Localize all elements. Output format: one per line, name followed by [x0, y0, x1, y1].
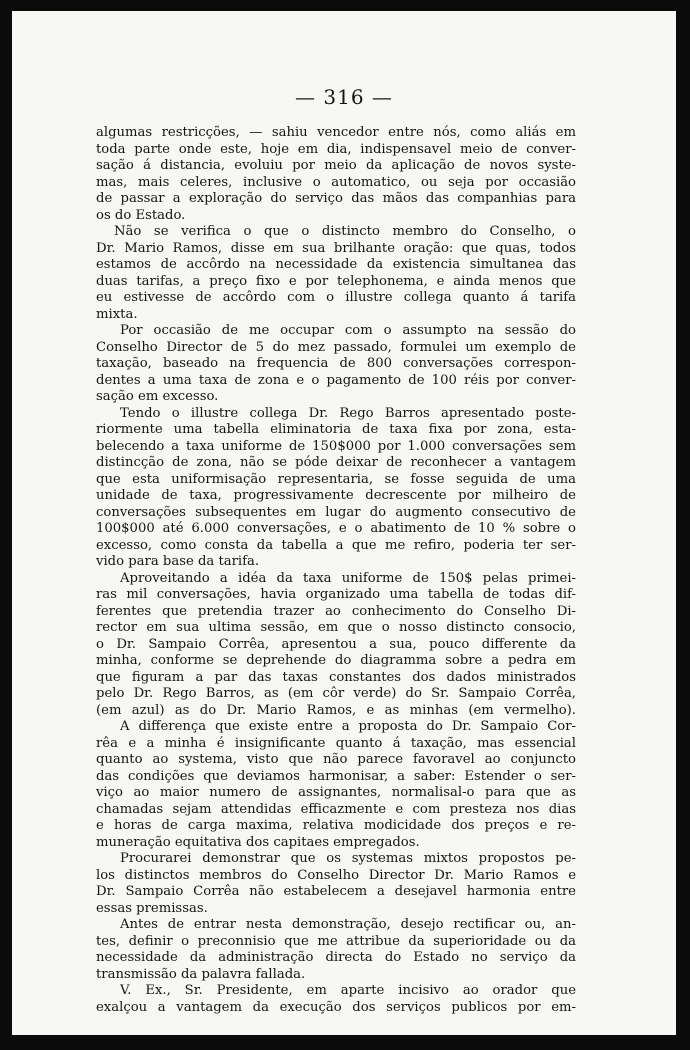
- text-line: Dr. Mario Ramos, disse em sua brilhante oração: que quas, todos: [96, 240, 576, 256]
- text-line: sação á distancia, evoluiu por meio da aplicação de novos syste-: [96, 158, 576, 173]
- text-line: e horas de carga maxima, relativa modicidade dos preços e re-: [96, 818, 576, 833]
- text-line: toda parte onde este, hoje em dia, indispensavel meio de conver-: [96, 141, 576, 157]
- text-line: Por occasião de me occupar com o assumpto na sessão do: [120, 323, 576, 338]
- text-line: belecendo a taxa uniforme de 150$000 por 1.000 conversações sem: [96, 438, 576, 454]
- text-line: V. Ex., Sr. Presidente, em aparte incisivo ao orador que: [120, 983, 576, 998]
- text-line: de passar a exploração do serviço das mãos das companhias para: [96, 191, 576, 206]
- text-line: pelo Dr. Rego Barros, as (em côr verde) do Sr. Sampaio Corrêa,: [96, 686, 576, 701]
- document-page: [12, 11, 676, 1035]
- text-line: chamadas sejam attendidas efficazmente e com presteza nos dias: [96, 801, 576, 817]
- text-line: transmissão da palavra fallada.: [96, 966, 306, 982]
- text-line: (em azul) as do Dr. Mario Ramos, e as minhas (em vermelho).: [96, 702, 576, 718]
- text-line: Dr. Sampaio Corrêa não estabelecem a desejavel harmonia entre: [96, 884, 576, 899]
- text-line: mixta.: [96, 306, 138, 322]
- text-line: viço ao maior numero de assignantes, normalisal-o para que as: [96, 785, 576, 800]
- text-line: duas tarifas, a preço fixo e por telephonema, e ainda menos que: [96, 273, 576, 289]
- text-line: distincção de zona, não se póde deixar de reconhecer a vantagem: [96, 455, 576, 470]
- text-line: mas, mais celeres, inclusive o automatico, ou seja por occasião: [96, 174, 576, 190]
- text-line: rêa e a minha é insignificante quanto á taxação, mas essencial: [96, 735, 576, 751]
- text-line: tes, definir o preconnisio que me attribue da superioridade ou da: [96, 933, 576, 949]
- text-line: o Dr. Sampaio Corrêa, apresentou a sua, pouco differente da: [96, 636, 576, 652]
- body-text: [96, 125, 576, 1016]
- text-line: ferentes que pretendia trazer ao conhecimento do Conselho Di-: [96, 603, 576, 619]
- text-line: taxação, baseado na frequencia de 800 conversações correspon-: [96, 356, 576, 371]
- text-line: A differença que existe entre a proposta do Dr. Sampaio Cor-: [120, 719, 576, 734]
- page-number: — 316 —: [295, 85, 393, 109]
- text-line: Tendo o illustre collega Dr. Rego Barros apresentado poste-: [120, 405, 576, 421]
- text-line: Não se verifica o que o distincto membro do Conselho, o: [114, 224, 576, 239]
- text-line: rector em sua ultima sessão, em que o nosso distincto consocio,: [96, 620, 576, 635]
- text-line: muneração equitativa dos capitaes empregados.: [96, 834, 420, 850]
- text-line: vido para base da tarifa.: [96, 554, 260, 569]
- text-line: Antes de entrar nesta demonstração, desejo rectificar ou, an-: [120, 917, 576, 932]
- text-line: riormente uma tabella eliminatoria de taxa fixa por zona, esta-: [96, 422, 576, 437]
- text-line: necessidade da administração directa do Estado no serviço da: [96, 950, 576, 965]
- text-line: essas premissas.: [96, 900, 208, 916]
- text-line: algumas restricções, — sahiu vencedor entre nós, como aliás em: [96, 125, 576, 140]
- text-line: conversações subsequentes em lugar do augmento consecutivo de: [96, 504, 576, 520]
- text-line: estamos de accôrdo na necessidade da existencia simultanea das: [96, 257, 576, 272]
- text-line: que esta uniformisação representaria, se fosse seguida de uma: [96, 471, 576, 487]
- text-line: das condições que deviamos harmonisar, a saber: Estender o ser-: [96, 768, 576, 784]
- text-line: Procurarei demonstrar que os systemas mixtos propostos pe-: [120, 851, 576, 866]
- text-line: unidade de taxa, progressivamente decrescente por milheiro de: [96, 488, 576, 503]
- text-line: Aproveitando a idéa da taxa uniforme de 150$ pelas primei-: [120, 570, 576, 586]
- text-line: quanto ao systema, visto que não parece favoravel ao conjuncto: [96, 752, 576, 767]
- text-line: sação em excesso.: [96, 389, 219, 404]
- text-line: dentes a uma taxa de zona e o pagamento de 100 réis por conver-: [96, 372, 576, 388]
- text-line: exalçou a vantagem da execução dos serviços publicos por em-: [96, 999, 576, 1015]
- text-line: 100$000 até 6.000 conversações, e o abatimento de 10 % sobre o: [96, 521, 576, 536]
- text-line: excesso, como consta da tabella a que me refiro, poderia ter ser-: [96, 537, 576, 553]
- text-line: los distinctos membros do Conselho Director Dr. Mario Ramos e: [96, 867, 576, 883]
- text-line: minha, conforme se deprehende do diagramma sobre a pedra em: [96, 653, 576, 668]
- text-line: Conselho Director de 5 do mez passado, formulei um exemplo de: [96, 339, 576, 355]
- text-line: que figuram a par das taxas constantes dos dados ministrados: [96, 669, 576, 685]
- text-line: ras mil conversações, havia organizado uma tabella de todas dif-: [96, 587, 576, 602]
- text-line: os do Estado.: [96, 207, 186, 223]
- text-line: eu estivesse de accôrdo com o illustre collega quanto á tarifa: [96, 290, 576, 305]
